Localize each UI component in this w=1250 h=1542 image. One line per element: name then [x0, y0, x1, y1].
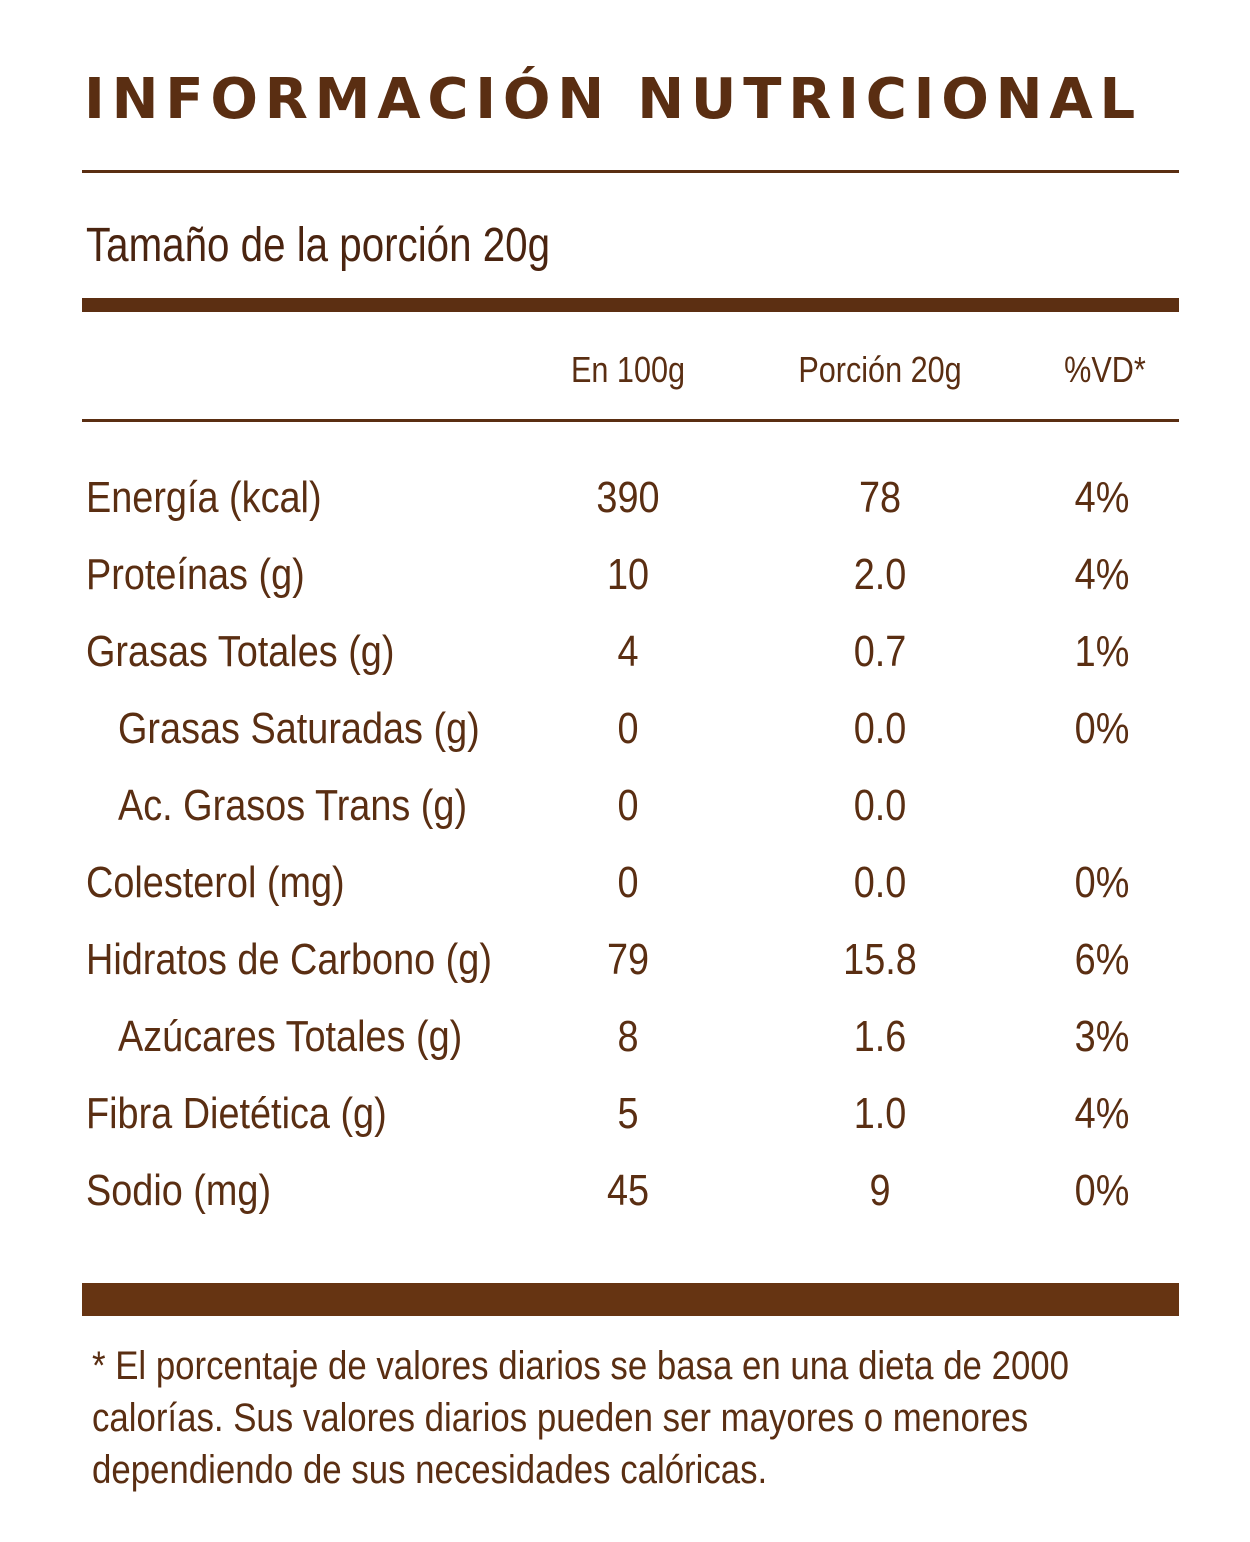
value-daily: 4% — [1074, 1089, 1130, 1138]
table-row — [0, 922, 1250, 999]
value-per-portion: 0.7 — [853, 627, 907, 676]
value-per-portion: 15.8 — [843, 935, 917, 984]
nutrient-name: Colesterol (mg) — [86, 858, 345, 907]
nutrient-name: Fibra Dietética (g) — [86, 1089, 387, 1138]
nutrient-name: Grasas Saturadas (g) — [118, 704, 480, 753]
value-per-portion: 1.6 — [853, 1012, 907, 1061]
nutrient-name: Sodio (mg) — [86, 1166, 272, 1215]
column-header-daily-value: %VD* — [1064, 349, 1146, 390]
value-per-portion: 0.0 — [853, 858, 907, 907]
value-per-portion: 0.0 — [853, 704, 907, 753]
value-per-100g: 10 — [606, 550, 650, 599]
value-per-100g: 79 — [606, 935, 650, 984]
value-per-100g: 45 — [606, 1166, 650, 1215]
footer-bar — [82, 1283, 1179, 1316]
table-row — [0, 768, 1250, 845]
value-per-portion: 0.0 — [853, 781, 907, 830]
value-per-100g: 0 — [617, 781, 639, 830]
serving-divider-thick — [82, 298, 1179, 312]
value-per-100g: 0 — [617, 858, 639, 907]
value-daily: 1% — [1074, 627, 1130, 676]
value-per-100g: 5 — [617, 1089, 639, 1138]
value-per-100g: 390 — [596, 473, 660, 522]
header-divider — [82, 419, 1179, 422]
value-daily: 0% — [1074, 704, 1130, 753]
nutrient-name: Energía (kcal) — [86, 473, 322, 522]
footnote-line: dependiendo de sus necesidades calóricas. — [92, 1448, 768, 1492]
table-row — [0, 537, 1250, 614]
footnote-line: * El porcentaje de valores diarios se basa en una dieta de 2000 — [92, 1344, 1070, 1388]
value-daily: 4% — [1074, 550, 1130, 599]
column-header-per-portion: Porción 20g — [798, 349, 962, 390]
value-per-portion: 2.0 — [853, 550, 907, 599]
table-row — [0, 999, 1250, 1076]
value-daily: 4% — [1074, 473, 1130, 522]
value-per-portion: 9 — [869, 1166, 891, 1215]
nutrient-name: Grasas Totales (g) — [86, 627, 395, 676]
value-per-portion: 78 — [858, 473, 902, 522]
nutrient-table — [0, 460, 1250, 1230]
table-row — [0, 691, 1250, 768]
footnote-line: calorías. Sus valores diarios pueden ser mayores o menores — [92, 1396, 1029, 1440]
footnote — [92, 1340, 1192, 1496]
value-per-portion: 1.0 — [853, 1089, 907, 1138]
table-row — [0, 1153, 1250, 1230]
value-per-100g: 0 — [617, 704, 639, 753]
value-daily: 0% — [1074, 1166, 1130, 1215]
column-header-per-100g: En 100g — [570, 349, 686, 390]
serving-size: Tamaño de la porción 20g — [86, 219, 550, 272]
label-title: INFORMACIÓN NUTRICIONAL — [84, 67, 1142, 132]
value-daily: 3% — [1074, 1012, 1130, 1061]
value-per-100g: 4 — [617, 627, 639, 676]
nutrient-name: Proteínas (g) — [86, 550, 305, 599]
table-row — [0, 614, 1250, 691]
value-per-100g: 8 — [617, 1012, 639, 1061]
table-row — [0, 1076, 1250, 1153]
nutrient-name: Ac. Grasos Trans (g) — [118, 781, 468, 830]
nutrient-name: Hidratos de Carbono (g) — [86, 935, 492, 984]
table-row — [0, 845, 1250, 922]
title-divider — [82, 170, 1179, 173]
nutrient-name: Azúcares Totales (g) — [118, 1012, 463, 1061]
value-daily: 0% — [1074, 858, 1130, 907]
value-daily: 6% — [1074, 935, 1130, 984]
table-row — [0, 460, 1250, 537]
